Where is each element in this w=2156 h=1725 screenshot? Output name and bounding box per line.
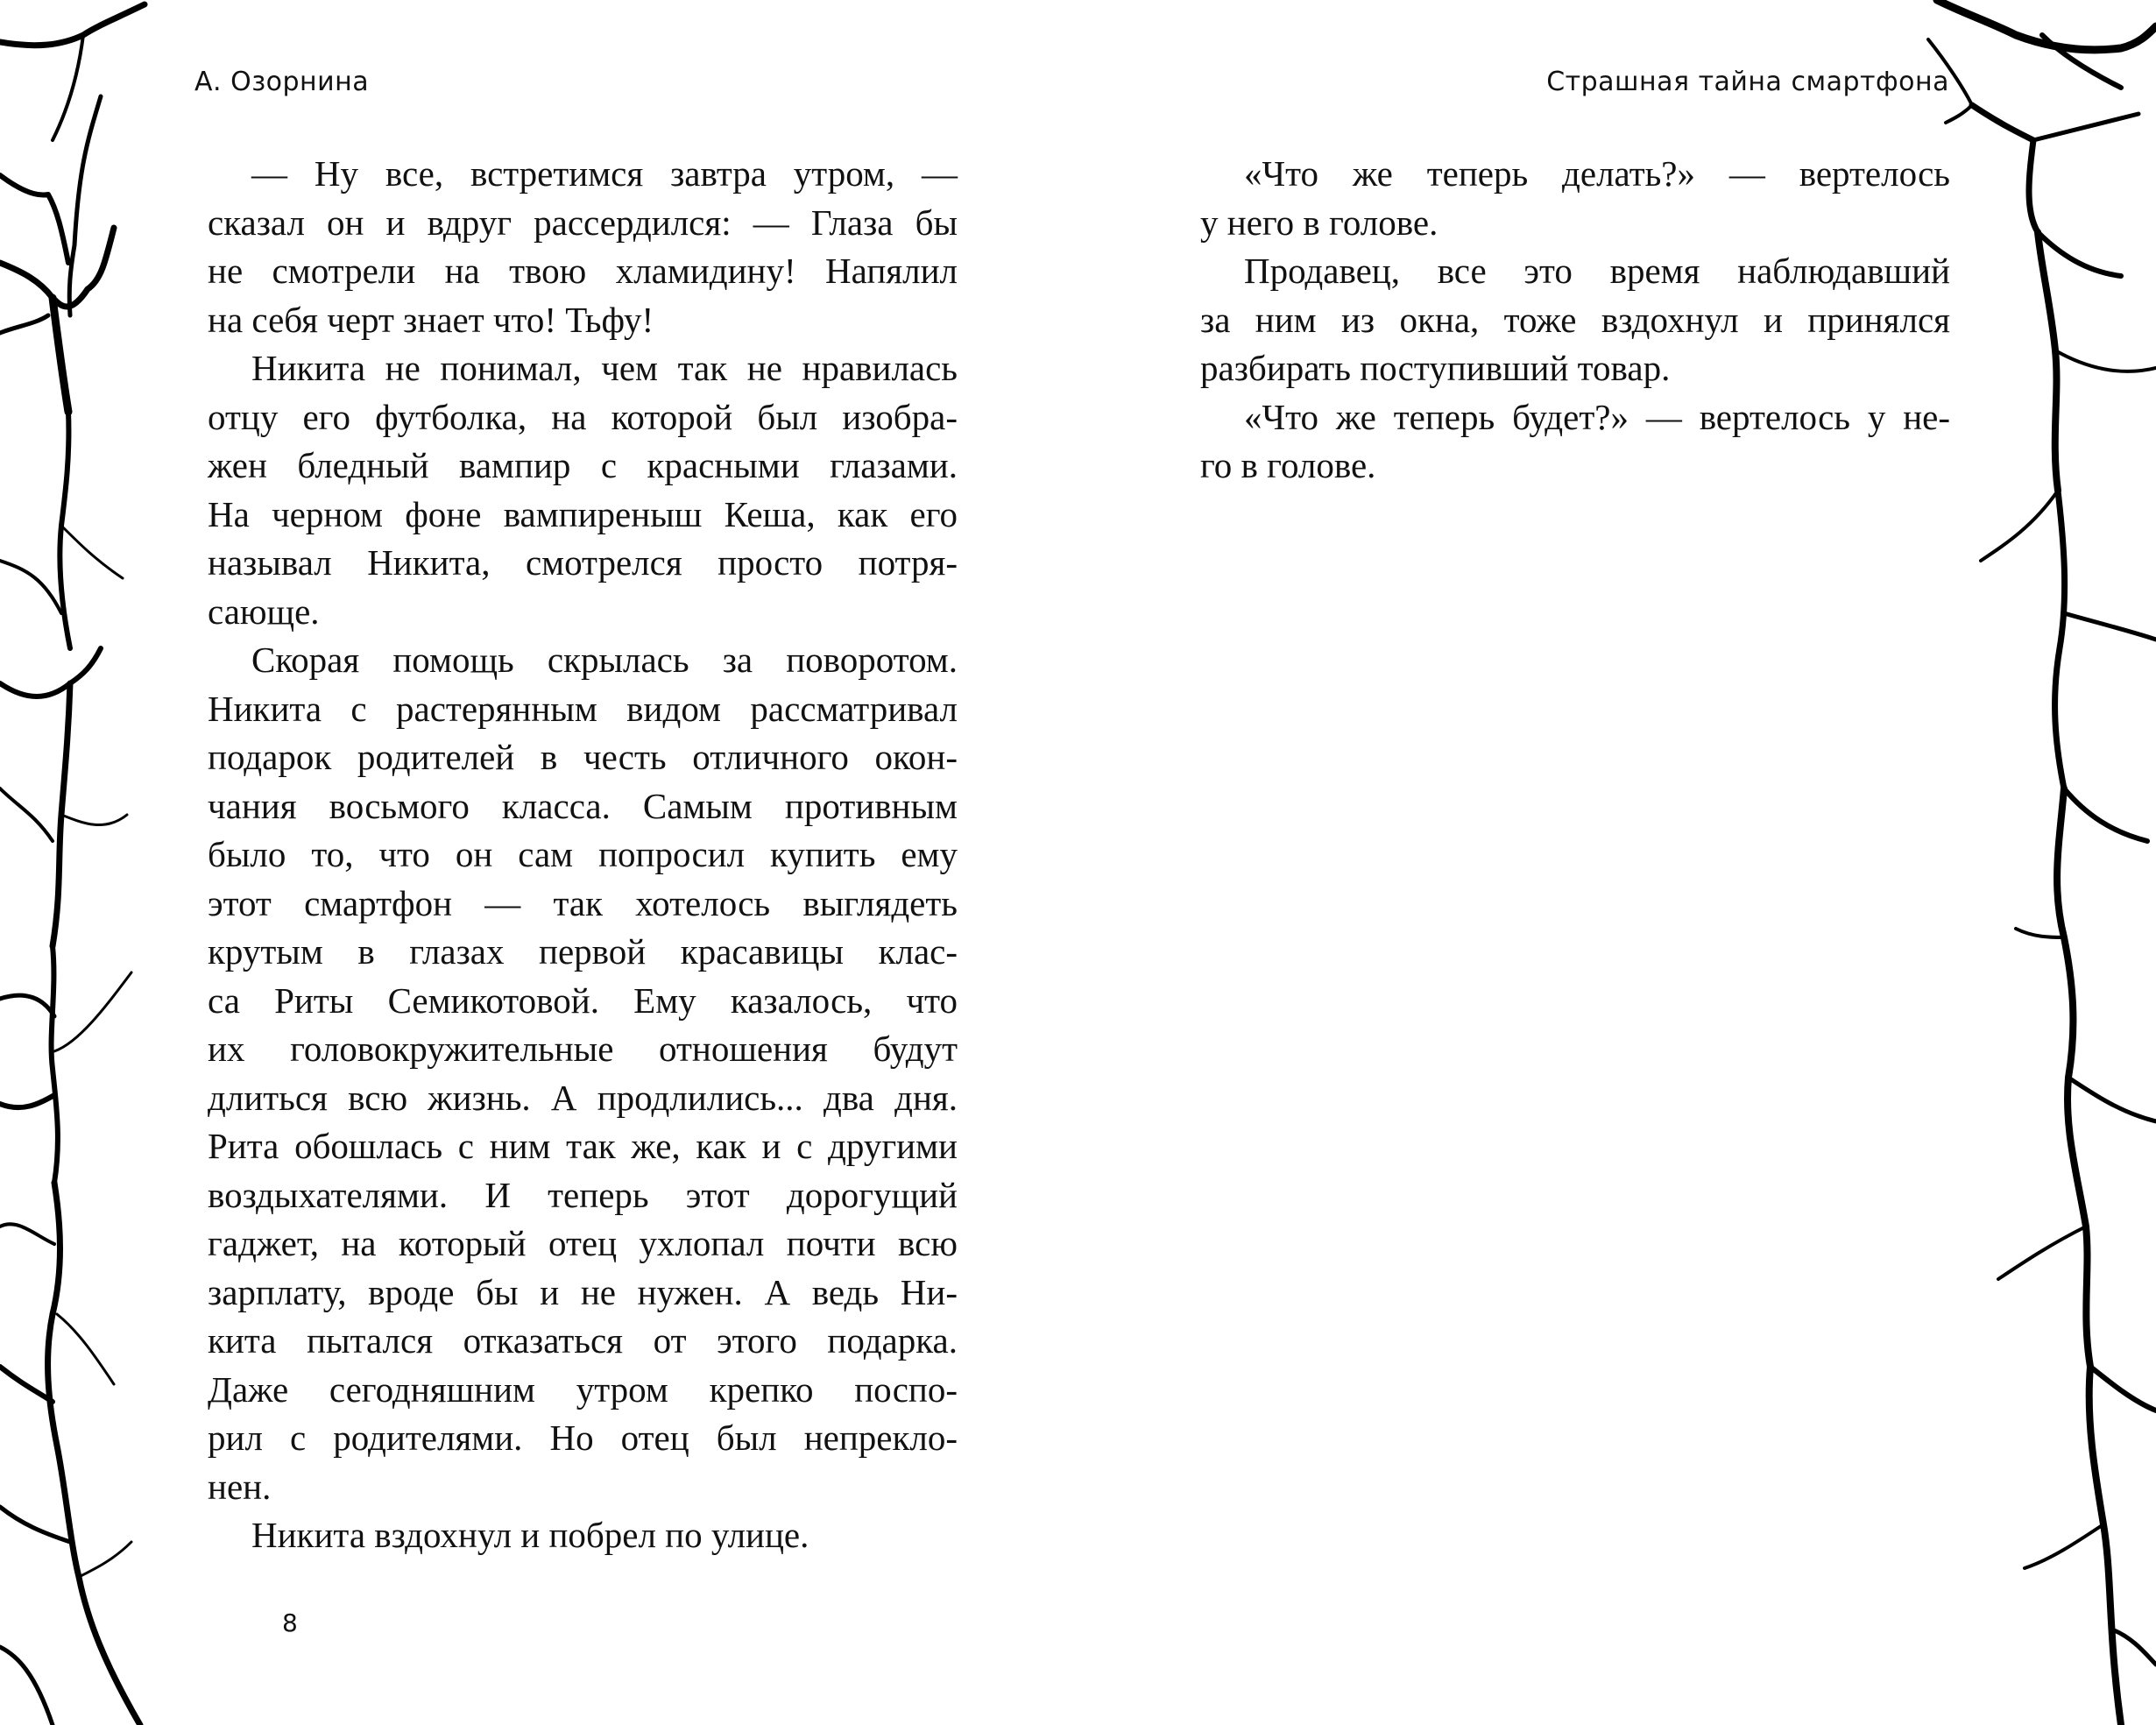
text-line: их головокружительные отношения будут (208, 1029, 958, 1069)
text-line: зарплату, вроде бы и не нужен. А ведь Ни- (208, 1271, 958, 1312)
text-line: рил с родителями. Но отец был непрекло- (208, 1417, 958, 1458)
text-line: разбирать поступивший товар. (1200, 348, 1671, 388)
text-line: Никита с растерянным видом рассматривал (208, 688, 958, 729)
text-line: нен. (208, 1466, 272, 1507)
right-page-body (1200, 150, 1950, 491)
page-number: 8 (282, 1608, 298, 1637)
running-head-title: Страшная тайна смартфона (1546, 67, 1949, 97)
text-line: Рита обошлась с ним так же, как и с другими (208, 1126, 958, 1166)
text-line: сающе. (208, 590, 320, 632)
text-line: воздыхателями. И теперь этот дорогущий (208, 1174, 958, 1215)
text-line: го в голове. (1200, 445, 1376, 485)
ink-branch-border-left-icon (0, 0, 184, 1725)
text-line: длиться всю жизнь. А продлились... два дня. (208, 1077, 958, 1118)
text-line: этот смартфон — так хотелось выглядеть (208, 882, 958, 923)
text-line: «Что же теперь будет?» — вертелось у не- (1244, 396, 1950, 437)
text-line: гаджет, на который отец ухлопал почти всю (208, 1223, 958, 1263)
running-head-author: А. Озорнина (194, 67, 370, 97)
text-line: Даже сегодняшним утром крепко поспо- (208, 1368, 958, 1410)
text-line: Продавец, все это время наблюдавший (1244, 251, 1950, 291)
text-line: Никита вздохнул и побрел по улице. (251, 1515, 809, 1555)
text-line: Скорая помощь скрылась за поворотом. (251, 640, 958, 680)
text-line: чания восьмого класса. Самым противным (208, 785, 958, 826)
text-line: жен бледный вампир с красными глазами. (208, 445, 958, 485)
text-line: крутым в глазах первой красавицы клас- (208, 931, 958, 972)
text-line: са Риты Семикотовой. Ему казалось, что (208, 979, 958, 1021)
text-line: «Что же теперь делать?» — вертелось (1244, 153, 1950, 194)
text-line: отцу его футболка, на которой был изобра- (208, 396, 958, 437)
text-line: не смотрели на твою хламидину! Напялил (208, 251, 958, 291)
text-line: было то, что он сам попросил купить ему (208, 834, 958, 874)
text-line: у него в голове. (1200, 201, 1439, 243)
text-line: подарок родителей в честь отличного окон- (208, 737, 958, 777)
text-line: на себя черт знает что! Тьфу! (208, 299, 654, 340)
left-page-body (208, 150, 958, 1560)
text-line: кита пытался отказаться от этого подарка. (208, 1320, 958, 1361)
text-line: за ним из окна, тоже вздохнул и принялся (1200, 299, 1950, 340)
text-line: сказал он и вдруг рассердился: — Глаза бы (208, 201, 958, 243)
text-line: Никита не понимал, чем так не нравилась (251, 348, 958, 388)
text-line: называл Никита, смотрелся просто потря- (208, 542, 958, 583)
text-line: На черном фоне вампиреныш Кеша, как его (208, 493, 958, 534)
text-line: — Ну все, встретимся завтра утром, — (251, 153, 958, 194)
